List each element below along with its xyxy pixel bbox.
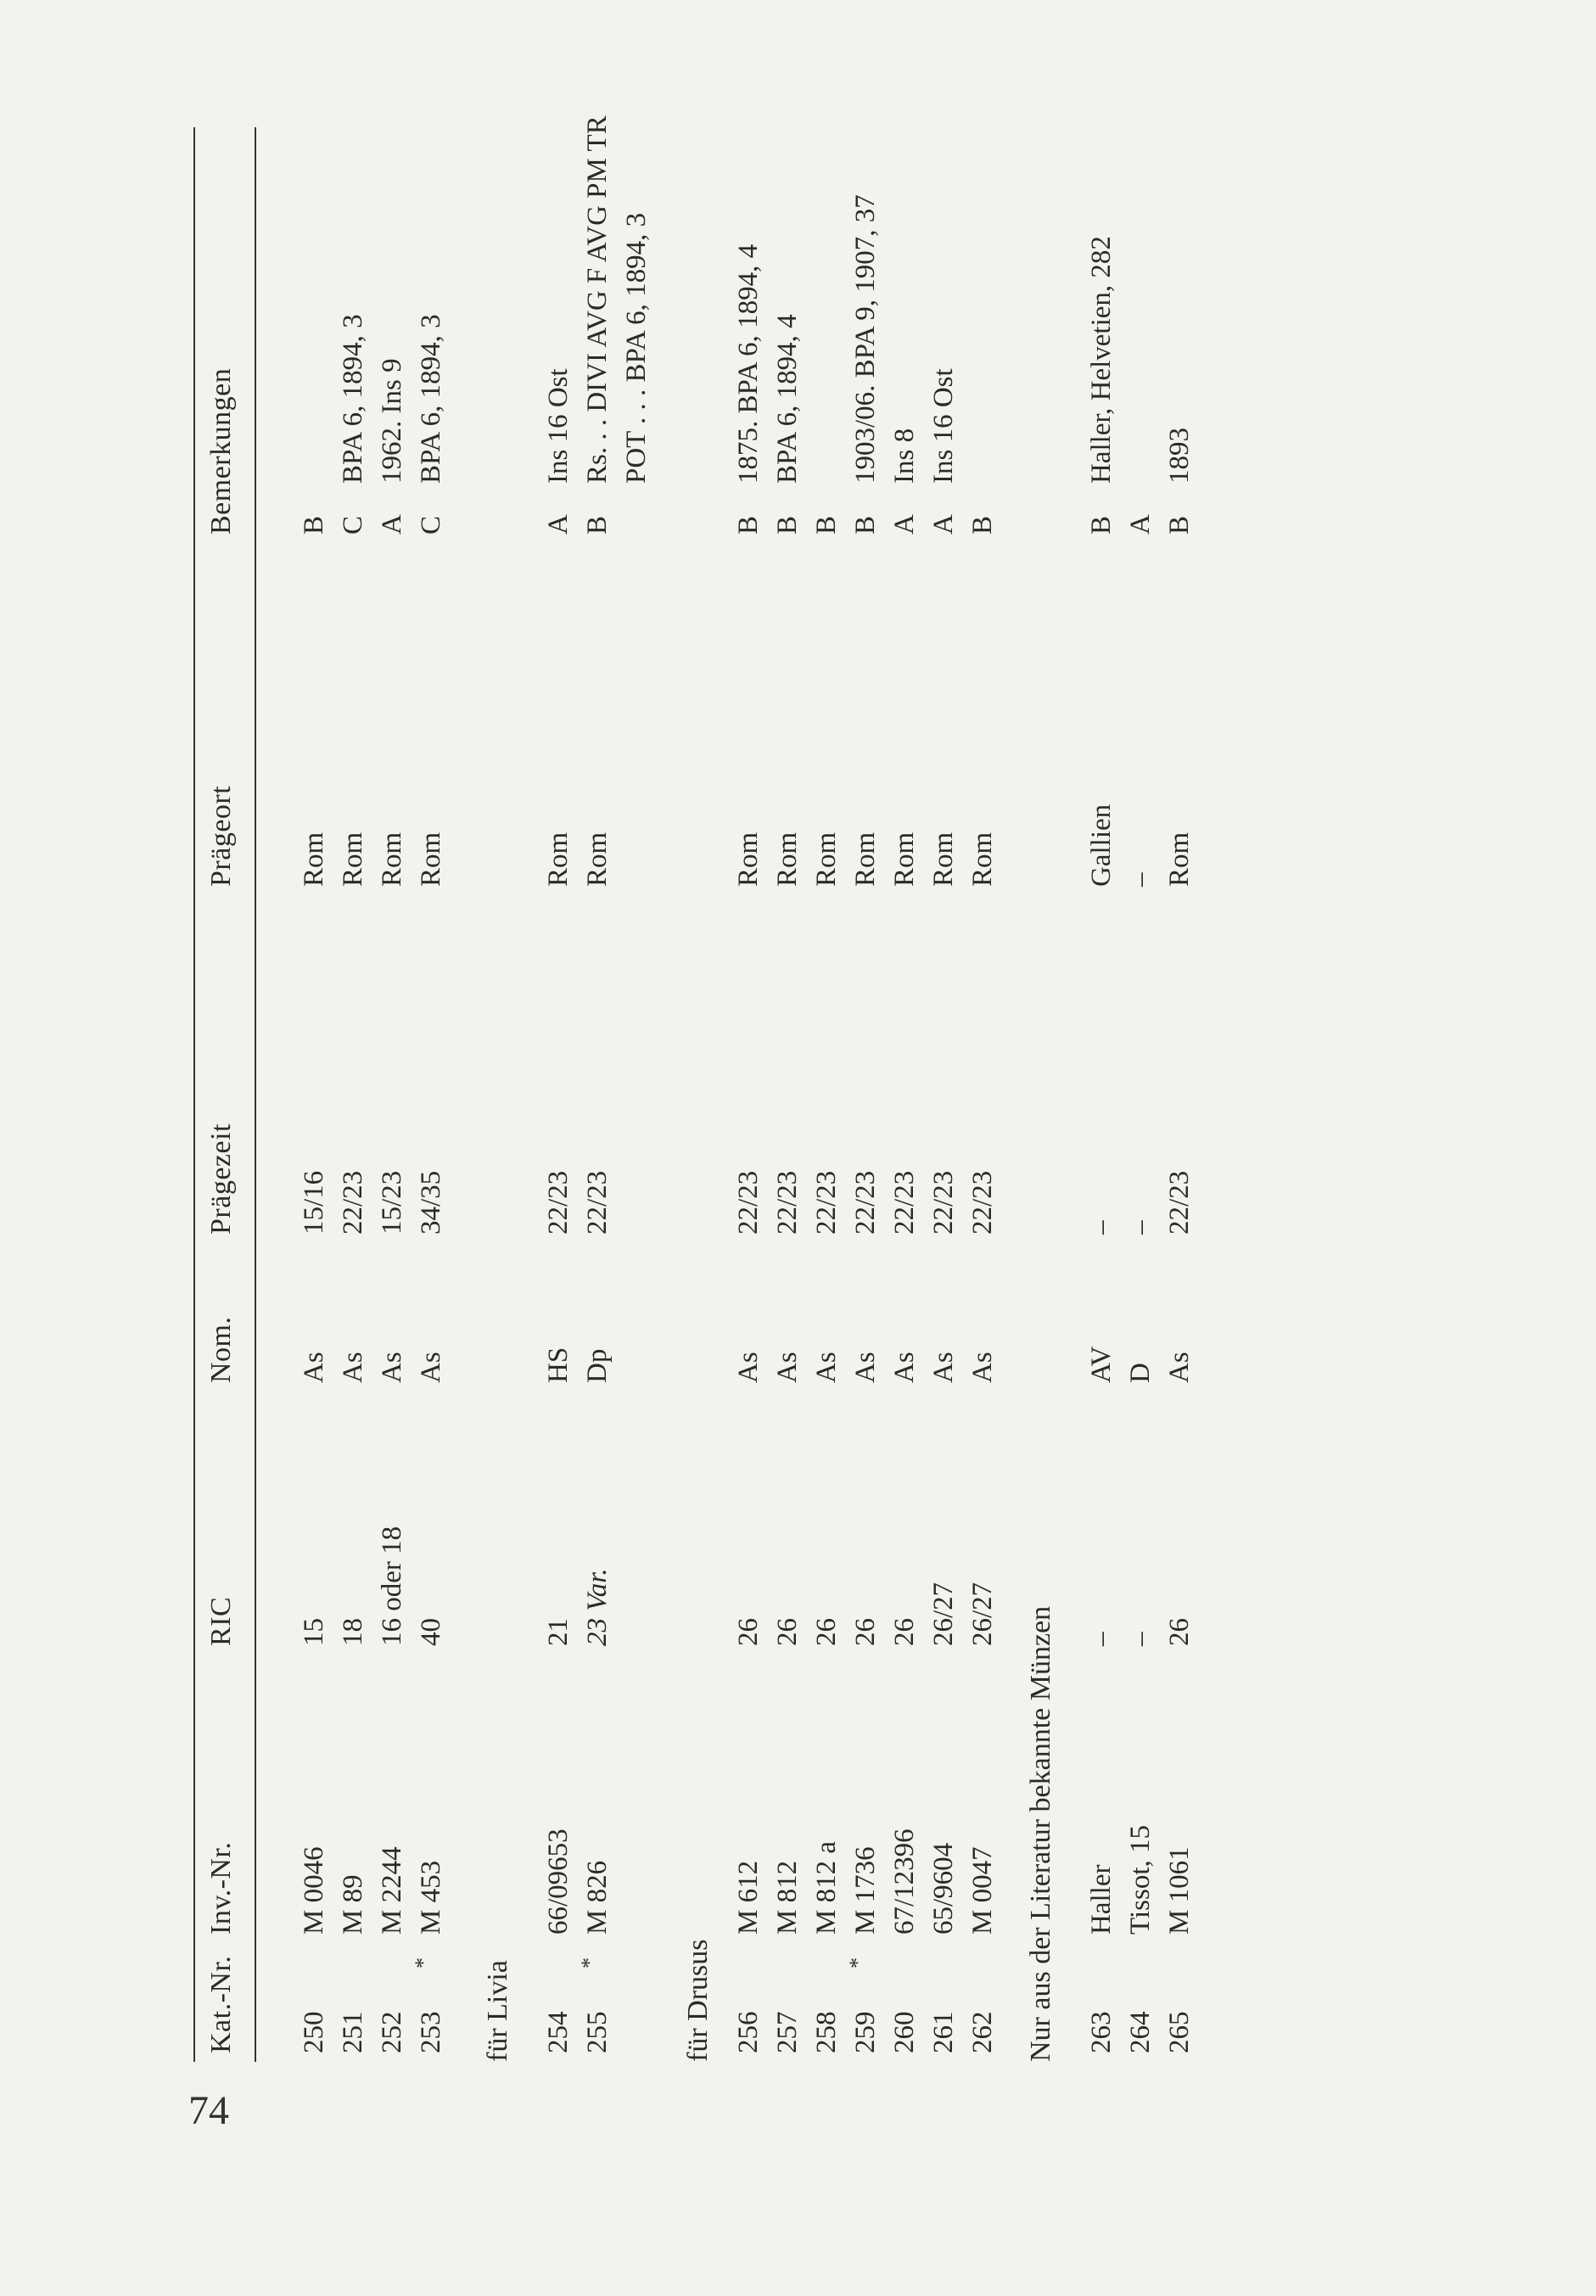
praegezeit: 22/23 — [1164, 1170, 1195, 1235]
group-heading-literatur: Nur aus der Literatur bekannte Münzen — [1025, 1605, 1056, 2062]
inv-nr: M 1736 — [850, 1846, 881, 1935]
star-marker: * — [411, 1957, 435, 1968]
table-row — [772, 127, 811, 2062]
header-ric: RIC — [205, 1596, 237, 1646]
nominal: D — [1125, 1363, 1156, 1383]
praegeort: Rom — [772, 832, 803, 887]
praegeort: Rom — [811, 832, 842, 887]
table-row — [1164, 127, 1203, 2062]
kat-nr: 256 — [733, 2011, 764, 2053]
header-praegeort: Prägeort — [205, 785, 237, 887]
table-row — [577, 115, 621, 2062]
praegezeit: 22/23 — [582, 1170, 613, 1235]
table-top-rule — [193, 127, 195, 2062]
nominal: As — [416, 1352, 446, 1383]
ric: 23 Var. — [582, 1568, 613, 1646]
kat-nr: 263 — [1086, 2011, 1117, 2053]
table-row — [811, 127, 850, 2062]
header-rule — [255, 127, 256, 2062]
star-marker: * — [577, 1957, 602, 1968]
ric: 26 — [850, 1618, 881, 1646]
ric: 26 — [772, 1618, 803, 1646]
grade: A — [889, 514, 920, 535]
grade: B — [299, 515, 329, 535]
grade: B — [582, 515, 613, 535]
remark: BPA 6, 1894, 3 — [416, 314, 446, 484]
grade: B — [811, 515, 842, 535]
ric: 26 — [889, 1618, 920, 1646]
remark: Rs. . . DIVI AVG F AVG PM TR — [582, 115, 613, 484]
inv-nr: M 826 — [582, 1860, 613, 1935]
kat-nr: 254 — [543, 2011, 574, 2053]
praegeort: Rom — [967, 832, 998, 887]
grade: A — [543, 514, 574, 535]
remark: 1893 — [1164, 428, 1195, 484]
nominal: As — [850, 1352, 881, 1383]
kat-nr: 264 — [1125, 2011, 1156, 2053]
praegezeit: – — [1125, 1220, 1156, 1235]
table-row — [1086, 127, 1125, 2062]
grade: B — [1086, 515, 1117, 535]
praegeort: Rom — [733, 832, 764, 887]
remark: BPA 6, 1894, 4 — [772, 314, 803, 484]
kat-nr: 262 — [967, 2011, 998, 2053]
inv-nr: M 2244 — [377, 1846, 407, 1935]
kat-nr: 260 — [889, 2011, 920, 2053]
page-number: 74 — [188, 2088, 229, 2133]
ric: 15 — [299, 1618, 329, 1646]
kat-nr: 253 — [416, 2011, 446, 2053]
nominal: As — [338, 1352, 368, 1383]
inv-nr: M 89 — [338, 1874, 368, 1935]
kat-nr: 250 — [299, 2011, 329, 2053]
ric: 16 oder 18 — [377, 1526, 407, 1646]
inv-nr: M 1061 — [1164, 1846, 1195, 1935]
praegeort: – — [1125, 872, 1156, 887]
inv-nr: M 453 — [416, 1860, 446, 1935]
ric: 18 — [338, 1618, 368, 1646]
remark: Ins 16 Ost — [543, 368, 574, 484]
praegeort: Rom — [338, 832, 368, 887]
header-praegezeit: Prägezeit — [205, 1123, 237, 1235]
praegezeit: 34/35 — [416, 1170, 446, 1235]
praegeort: Rom — [928, 832, 959, 887]
ric: – — [1125, 1632, 1156, 1646]
group-heading-livia: für Livia — [482, 1960, 513, 2062]
table-row — [338, 127, 377, 2062]
kat-nr: 255 — [582, 2011, 613, 2053]
ric: 26 — [1164, 1618, 1195, 1646]
nominal: As — [733, 1352, 764, 1383]
nominal: As — [377, 1352, 407, 1383]
nominal: HS — [543, 1347, 574, 1383]
praegezeit: 22/23 — [338, 1170, 368, 1235]
praegezeit: 22/23 — [889, 1170, 920, 1235]
nominal: As — [967, 1352, 998, 1383]
ric: 26/27 — [967, 1582, 998, 1646]
nominal: As — [299, 1352, 329, 1383]
nominal: As — [889, 1352, 920, 1383]
table-row — [889, 127, 928, 2062]
star-marker: * — [845, 1957, 870, 1968]
kat-nr: 259 — [850, 2011, 881, 2053]
kat-nr: 257 — [772, 2011, 803, 2053]
nominal: AV — [1086, 1346, 1117, 1383]
inv-nr: Haller — [1086, 1864, 1117, 1935]
praegezeit: 15/16 — [299, 1170, 329, 1235]
praegezeit: 15/23 — [377, 1170, 407, 1235]
table-row-continuation — [621, 127, 660, 2062]
table-row — [411, 127, 455, 2062]
inv-nr: M 612 — [733, 1860, 764, 1935]
inv-nr: 66/09653 — [543, 1828, 574, 1935]
grade: A — [928, 514, 959, 535]
header-kat-nr: Kat.-Nr. — [205, 1955, 237, 2053]
nominal: As — [1164, 1352, 1195, 1383]
coin-catalog-table — [193, 115, 1254, 2062]
inv-nr: 67/12396 — [889, 1828, 920, 1935]
grade: A — [1125, 514, 1156, 535]
table-row — [543, 127, 582, 2062]
grade: B — [772, 515, 803, 535]
nominal: As — [811, 1352, 842, 1383]
header-bemerkungen: Bemerkungen — [205, 367, 237, 535]
praegeort: Rom — [416, 832, 446, 887]
ric: 21 — [543, 1618, 574, 1646]
remark-continuation: POT . . . BPA 6, 1894, 3 — [621, 212, 652, 484]
table-row — [928, 127, 967, 2062]
praegezeit: 22/23 — [928, 1170, 959, 1235]
ric: – — [1086, 1632, 1117, 1646]
grade: B — [1164, 515, 1195, 535]
praegeort: Rom — [1164, 832, 1195, 887]
grade: C — [338, 515, 368, 535]
table-row — [299, 127, 338, 2062]
remark: Haller, Helvetien, 282 — [1086, 236, 1117, 484]
praegezeit: 22/23 — [967, 1170, 998, 1235]
table-row — [733, 127, 772, 2062]
remark: 1962. Ins 9 — [377, 358, 407, 484]
inv-nr: M 812 — [772, 1860, 803, 1935]
grade: A — [377, 514, 407, 535]
praegeort: Rom — [850, 832, 881, 887]
ric: 26 — [733, 1618, 764, 1646]
kat-nr: 252 — [377, 2011, 407, 2053]
nominal: Dp — [582, 1348, 613, 1383]
praegezeit: 22/23 — [772, 1170, 803, 1235]
ric: 26 — [811, 1618, 842, 1646]
group-heading-drusus: für Drusus — [682, 1939, 714, 2062]
table-row — [377, 127, 416, 2062]
grade: B — [967, 515, 998, 535]
praegeort: Rom — [582, 832, 613, 887]
praegeort: Rom — [889, 832, 920, 887]
grade: B — [850, 515, 881, 535]
praegezeit: 22/23 — [850, 1170, 881, 1235]
inv-nr: M 0046 — [299, 1846, 329, 1935]
header-nominal: Nom. — [205, 1316, 237, 1383]
praegezeit: – — [1086, 1220, 1117, 1235]
praegezeit: 22/23 — [811, 1170, 842, 1235]
praegeort: Rom — [377, 832, 407, 887]
table-row — [845, 127, 889, 2062]
grade: C — [416, 515, 446, 535]
inv-nr: M 812 a — [811, 1841, 842, 1935]
ric: 40 — [416, 1618, 446, 1646]
header-inv-nr: Inv.-Nr. — [205, 1841, 237, 1935]
remark: Ins 16 Ost — [928, 368, 959, 484]
ric: 26/27 — [928, 1582, 959, 1646]
remark: 1903/06. BPA 9, 1907, 37 — [850, 194, 881, 484]
nominal: As — [928, 1352, 959, 1383]
praegeort: Gallien — [1086, 804, 1117, 887]
praegeort: Rom — [299, 832, 329, 887]
kat-nr: 251 — [338, 2011, 368, 2053]
grade: B — [733, 515, 764, 535]
table-row — [967, 127, 1006, 2062]
inv-nr: Tissot, 15 — [1125, 1824, 1156, 1935]
praegeort: Rom — [543, 832, 574, 887]
nominal: As — [772, 1352, 803, 1383]
praegezeit: 22/23 — [543, 1170, 574, 1235]
table-row — [1125, 127, 1164, 2062]
inv-nr: M 0047 — [967, 1846, 998, 1935]
remark: Ins 8 — [889, 428, 920, 484]
kat-nr: 261 — [928, 2011, 959, 2053]
praegezeit: 22/23 — [733, 1170, 764, 1235]
remark: BPA 6, 1894, 3 — [338, 314, 368, 484]
inv-nr: 65/9604 — [928, 1842, 959, 1935]
remark: 1875. BPA 6, 1894, 4 — [733, 244, 764, 484]
kat-nr: 265 — [1164, 2011, 1195, 2053]
kat-nr: 258 — [811, 2011, 842, 2053]
